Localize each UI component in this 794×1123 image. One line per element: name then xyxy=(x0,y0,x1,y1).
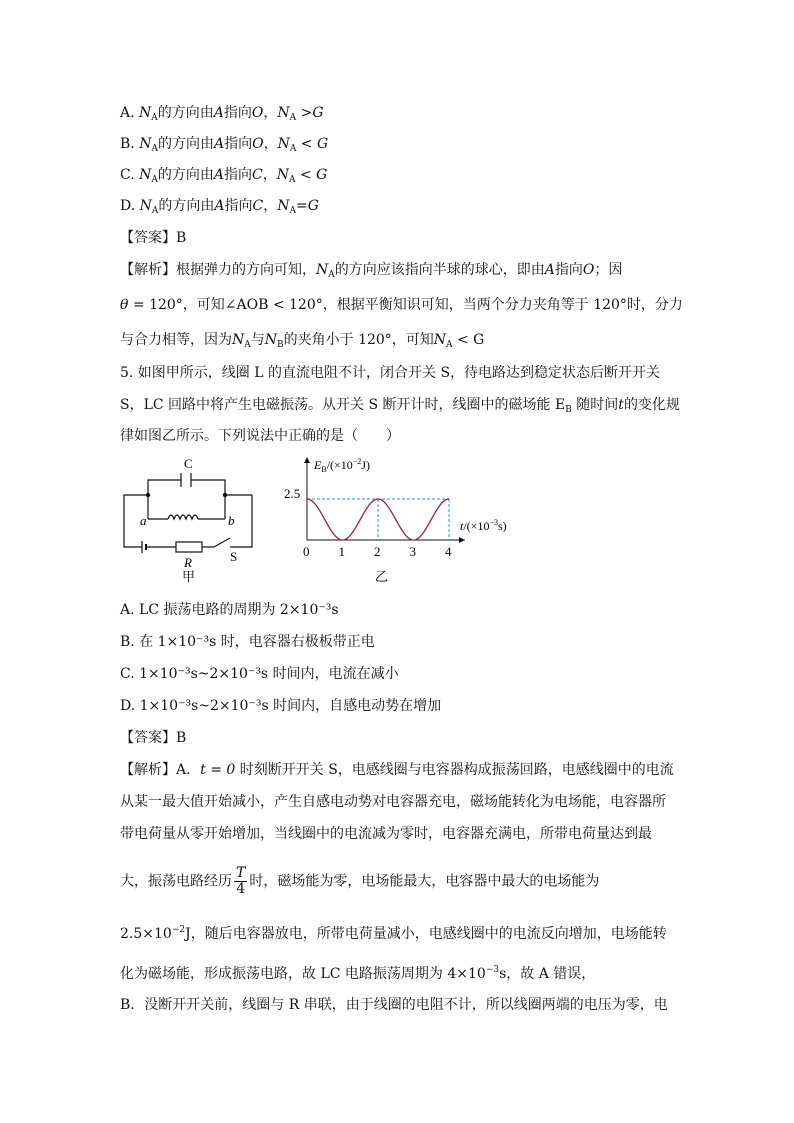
dashed-guides xyxy=(307,499,449,540)
analysis-q5-line2: 从某一最大值开始减小，产生自感电动势对电容器充电，磁场能转化为电场能，电容器所 xyxy=(120,794,666,810)
y-axis-arrow xyxy=(304,457,310,463)
figure-svg xyxy=(120,455,540,590)
graph-caption: 乙 xyxy=(375,569,389,584)
x-axis-label: $t/(\times 10^{-3}s)$ xyxy=(460,518,507,533)
q5-stem-line2: S，LC 回路中将产生电磁振荡。从开关 S 断开计时，线圈中的磁场能 $E_B$ 随时间t的变化规 xyxy=(120,397,680,415)
analysis-q5-line1: 【解析】A．t = 0 时刻断开开关 S，电感线圈与电容器构成振荡回路，电感线圈中的电流 xyxy=(120,762,674,778)
analysis-q5-line7: B．没断开开关前，线圈与 R 串联，由于线圈的电阻不计，所以线圈两端的电压为零，电 xyxy=(120,997,668,1013)
option-q4-a: A. $N_A$的方向由A指向O，$N_A >G$ xyxy=(120,105,324,123)
answer-q4: 【答案】B xyxy=(120,230,187,246)
x-tick-1: 1 xyxy=(338,544,345,559)
option-q4-c: C. $N_A$的方向由A指向C，$N_A < G$ xyxy=(120,167,328,185)
option-q4-d: D. $N_A$的方向由A指向C，$N_A=G$ xyxy=(120,198,319,216)
wire-cap-left xyxy=(148,480,181,495)
switch-label: S xyxy=(230,549,238,564)
wire-right xyxy=(232,495,252,547)
analysis-q5-line3: 带电荷量从零开始增加，当线圈中的电流减为零时，电容器充满电，所带电荷量达到最 xyxy=(120,826,652,842)
x-tick-2: 2 xyxy=(374,544,381,559)
option-q4-b: B. $N_A$的方向由A指向O，$N_A < G$ xyxy=(120,136,329,154)
circuit-caption: 甲 xyxy=(182,569,196,584)
resistor-label: R xyxy=(184,555,192,570)
capacitor-label: C xyxy=(184,456,193,471)
junction-right xyxy=(223,493,227,497)
x-tick-4: 4 xyxy=(445,544,452,559)
switch-blade xyxy=(214,538,230,547)
x-tick-3: 3 xyxy=(409,544,416,559)
analysis-q5-line6: 化为磁场能，形成振荡电路，故 LC 电路振荡周期为 $4\times 10^{-3}s$，故 A 错误， xyxy=(120,965,596,982)
fraction-t-over-4: $\frac{T}{4}$ xyxy=(236,865,246,897)
node-a-label: a xyxy=(140,513,147,528)
y-axis-label: $E_B/(\times 10^{-2}J)$ xyxy=(314,457,370,474)
option-q5-a: A. LC 振荡电路的周期为 2×10⁻³s xyxy=(120,602,339,618)
node-b-label: b xyxy=(228,513,235,528)
wire-cap-right xyxy=(191,480,225,495)
q5-stem-line3: 律如图乙所示。下列说法中正确的是（ ） xyxy=(120,428,400,444)
option-q5-c: C. 1×10⁻³s~2×10⁻³s 时间内，电流在减小 xyxy=(120,666,399,682)
analysis-q4-line2: θ = 120°，可知∠AOB < 120°，根据平衡知识可知，当两个分力夹角等于 120°时，分力 xyxy=(120,297,683,313)
y-tick-2.5: 2.5 xyxy=(284,486,301,501)
inductor-coil xyxy=(168,515,198,519)
option-q5-d: D. 1×10⁻³s~2×10⁻³s 时间内，自感电动势在增加 xyxy=(120,698,442,714)
analysis-q5-line4: 大，振荡电路经历 $\frac{T}{4}$ 时，磁场能为零，电场能最大，电容器中最大的电场能为 xyxy=(120,865,600,897)
answer-q5: 【答案】B xyxy=(120,730,187,746)
x-tick-labels xyxy=(303,544,452,559)
analysis-q4-line1: 【解析】根据弹力的方向可知，$N_A$的方向应该指向半球的球心，即由A指向O；因 xyxy=(120,262,623,280)
analysis-q4-line3: 与合力相等，因为$N_A$与$N_B$的夹角小于 120°，可知$N_A < G$ xyxy=(120,332,485,350)
q5-stem-line1: 5. 如图甲所示，线圈 L 的直流电阻不计，闭合开关 S，待电路达到稳定状态后断开开关 xyxy=(120,365,661,381)
x-tick-0: 0 xyxy=(303,544,310,559)
junction-left xyxy=(146,493,150,497)
q5-figure xyxy=(120,455,540,590)
x-axis-arrow xyxy=(459,537,465,543)
analysis-q5-line5: $2.5\times 10^{-2}J$，随后电容器放电，所带电荷量减小，电感线圈中的电流反向增加，电场能转 xyxy=(120,925,667,942)
resistor xyxy=(176,542,202,552)
graph-eb-t xyxy=(284,457,507,584)
option-q5-b: B. 在 1×10⁻³s 时，电容器右极板带正电 xyxy=(120,634,375,650)
